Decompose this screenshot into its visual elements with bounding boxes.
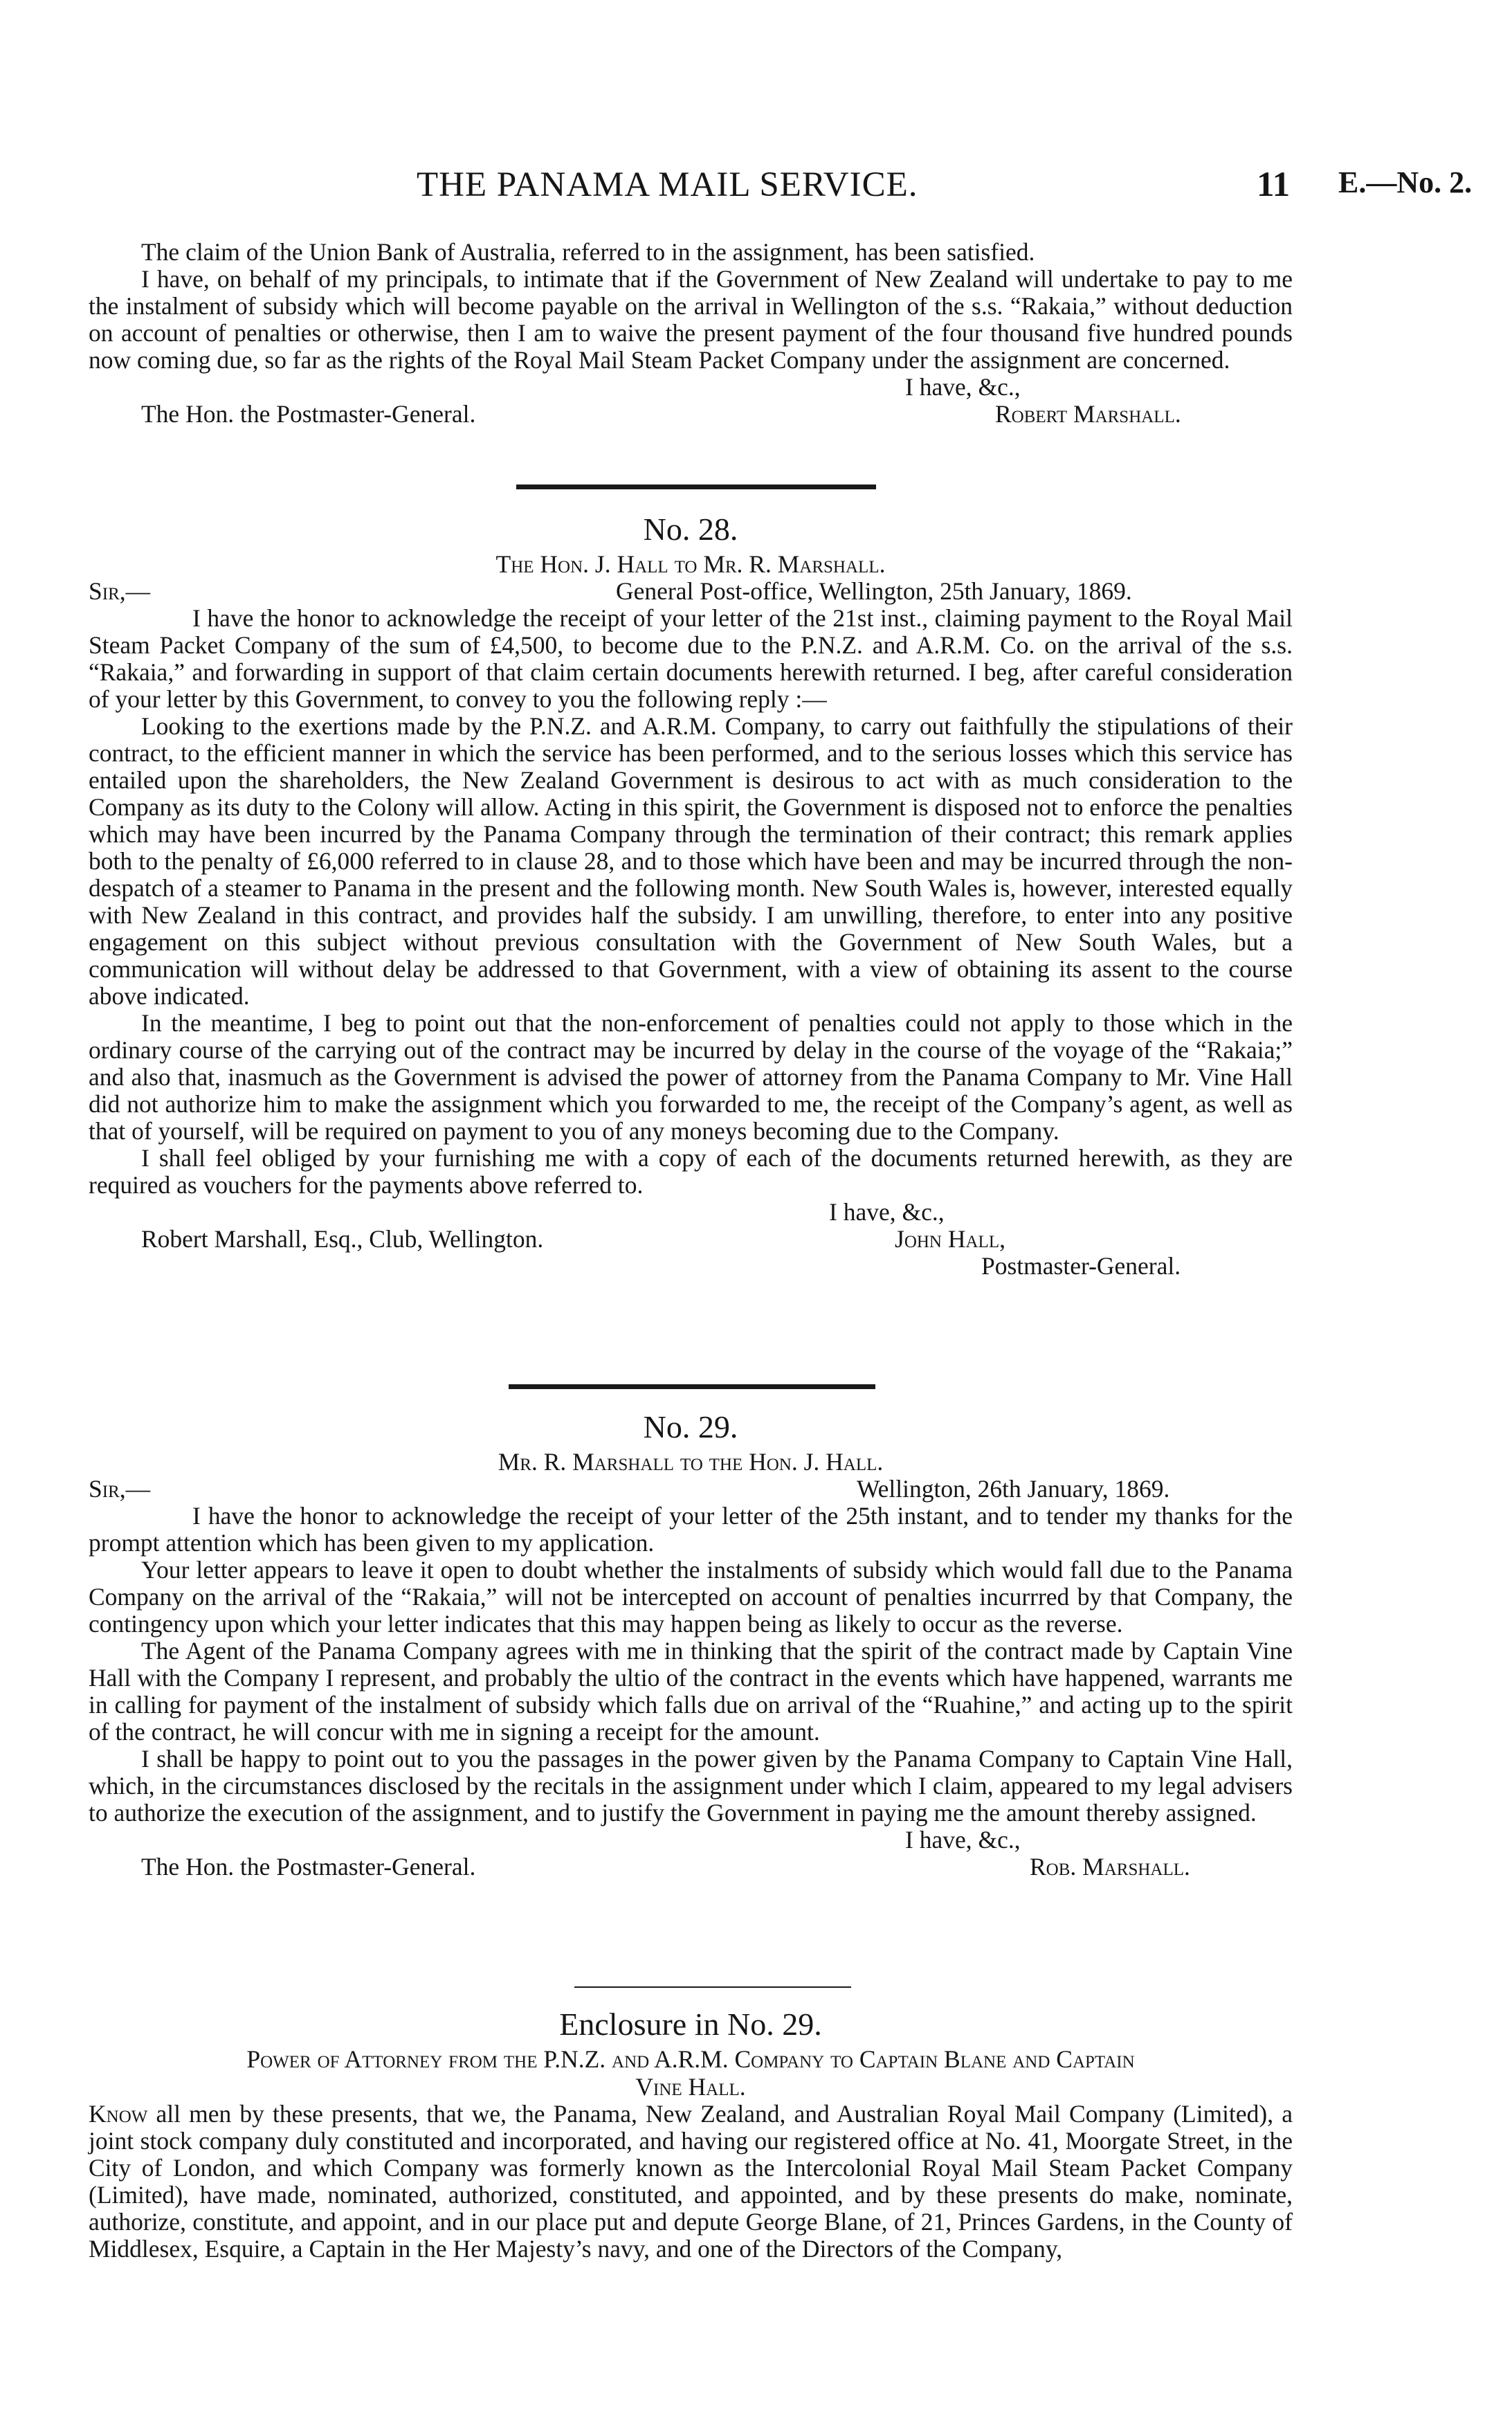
- paragraph: I have the honor to acknowledge the receipt of your letter of the 21st inst., claiming payment to the Royal Mail Steam Packet Company of the sum of £4,500, to become due to the P.N.Z. and A.R.M. Co. on the arrival of the s.s. “Rakaia,” and forwarding in support of that claim certain documents herewith returned. I beg, after careful consideration of your letter by this Government, to convey to you the following reply :—: [89, 604, 1293, 713]
- salutation: Sir,—: [89, 577, 151, 605]
- dateline: Wellington, 26th January, 1869.: [857, 1475, 1170, 1503]
- enclosure-title-line-1: Power of Attorney from the P.N.Z. and A.R.M. Company to Captain Blane and Captain: [246, 2045, 1135, 2073]
- closing-row: [89, 374, 1293, 401]
- paragraph: Looking to the exertions made by the P.N.Z. and A.R.M. Company, to carry out faithfully the stipulations of their contract, to the efficient manner in which the service has been performed, and to the serious losses which this service has entailed upon the shareholders, the New Zealand Government is desirous to act with as much consideration to the Company as its duty to the Colony will allow. Acting in this spirit, the Government is disposed not to enforce the penalties which may have been incurred by the Panama Company through the termination of their contract; this remark applies both to the penalty of £6,000 referred to in clause 28, and to those which have been and may be incurred through the non-despatch of a steamer to Panama in the present and the following month. New South Wales is, however, interested equally with New Zealand in this contract, and provides half the subsidy. I am unwilling, therefore, to enter into any positive engagement on this subject without previous consultation with the Government of New South Wales, but a communication will without delay be addressed to that Government, with a view of obtaining its assent to the course above indicated.: [89, 712, 1293, 1010]
- section-divider: [509, 1384, 875, 1389]
- section-divider: [516, 484, 876, 489]
- enclosure-heading: Enclosure in No. 29.: [559, 2006, 822, 2042]
- closing-row: [89, 1827, 1293, 1854]
- salutation-row: [89, 578, 1293, 605]
- closing-row: [89, 1199, 1293, 1226]
- enclosure-body-text: all men by these presents, that we, the Panama, New Zealand, and Australian Royal Mail Company (Limited), a joint stock company duly constituted and incorporated, and having our registered office at No. 41, Moorgate Street, in the City of London, and which Company was formerly known as the Intercolonial Royal Mail Steam Packet Company (Limited), have made, nominated, authorized, constituted, and appointed, and by these presents do make, nominate, authorize, constitute, and appoint, and in our place put and depute George Blane, of 21, Princes Gardens, in the County of Middlesex, Esquire, a Captain in the Her Majesty’s navy, and one of the Directors of the Company,: [89, 2100, 1293, 2263]
- addressee: Robert Marshall, Esq., Club, Wellington.: [141, 1225, 544, 1253]
- page-header: [0, 165, 1512, 213]
- paragraph: I shall feel obliged by your furnishing me with a copy of each of the documents returned herewith, as they are required as vouchers for the payments above referred to.: [89, 1144, 1293, 1199]
- signature: John Hall,: [895, 1225, 1005, 1253]
- signature-row: [89, 401, 1293, 428]
- signature: Rob. Marshall.: [1030, 1853, 1190, 1881]
- addressee: The Hon. the Postmaster-General.: [141, 400, 476, 428]
- paper-code: E.—No. 2.: [1338, 165, 1473, 199]
- letter-number: No. 28.: [643, 511, 738, 547]
- paragraph: Your letter appears to leave it open to doubt whether the instalments of subsidy which would fall due to the Panama Company on the arrival of the “Rakaia,” will not be intercepted on account of penalties incurrred by that Company, the contingency upon which your letter indicates that this may happen being as likely to occur as the reverse.: [89, 1556, 1293, 1638]
- paragraph: I have the honor to acknowledge the receipt of your letter of the 25th instant, and to tender my thanks for the prompt attention which has been given to my application.: [89, 1502, 1293, 1557]
- letter-number: No. 29.: [643, 1409, 738, 1444]
- paragraph: I have, on behalf of my principals, to intimate that if the Government of New Zealand will undertake to pay to me the instalment of subsidy which will become payable on the arrival in Wellington of the s.s. “Rakaia,” without deduction on account of penalties or otherwise, then I am to waive the present payment of the four thousand five hundred pounds now coming due, so far as the rights of the Royal Mail Steam Packet Company under the assignment are concerned.: [89, 265, 1293, 374]
- closing: I have, &c.,: [905, 1826, 1021, 1854]
- signature-row: [89, 1854, 1293, 1881]
- paragraph: The claim of the Union Bank of Australia, referred to in the assignment, has been satisfied.: [141, 238, 1035, 266]
- running-title: THE PANAMA MAIL SERVICE.: [417, 165, 918, 204]
- letter-no-28: [89, 509, 1293, 1280]
- enclosure-body: [89, 2101, 1293, 2263]
- enclosure-title-line-2: Vine Hall.: [635, 2073, 746, 2101]
- section-divider: [574, 1986, 851, 1988]
- enclosure: [89, 2004, 1293, 2263]
- letter-continuation: [89, 239, 1293, 428]
- paragraph: I shall be happy to point out to you the passages in the power given by the Panama Company to Captain Vine Hall, which, in the circumstances disclosed by the recitals in the assignment under which I claim, appeared to my legal advisers to authorize the execution of the assignment, and to justify the Government in paying me the amount thereby assigned.: [89, 1745, 1293, 1827]
- closing: I have, &c.,: [905, 373, 1021, 401]
- salutation-row: [89, 1476, 1293, 1503]
- paragraph: The Agent of the Panama Company agrees with me in thinking that the spirit of the contract made by Captain Vine Hall with the Company I represent, and probably the ultio of the contract in the events which have happened, warrants me in calling for payment of the instalment of subsidy which falls due on arrival of the “Ruahine,” and acting up to the spirit of the contract, he will concur with me in signing a receipt for the amount.: [89, 1637, 1293, 1746]
- letter-from-to: The Hon. J. Hall to Mr. R. Marshall.: [495, 550, 886, 578]
- signature-row: [89, 1226, 1293, 1253]
- page-number: 11: [1257, 165, 1291, 204]
- letter-no-29: [89, 1406, 1293, 1881]
- signature-title-row: [89, 1253, 1293, 1280]
- letter-from-to: Mr. R. Marshall to the Hon. J. Hall.: [498, 1448, 884, 1476]
- dateline: General Post-office, Wellington, 25th January, 1869.: [616, 577, 1132, 605]
- closing: I have, &c.,: [829, 1198, 945, 1226]
- salutation: Sir,—: [89, 1475, 151, 1503]
- signature: Robert Marshall.: [995, 400, 1181, 428]
- enclosure-lead-word: Know: [89, 2100, 148, 2128]
- paragraph: In the meantime, I beg to point out that the non-enforcement of penalties could not apply to those which in the ordinary course of the carrying out of the contract may be incurred by delay in the course of the voyage of the “Rakaia;” and also that, inasmuch as the Government is advised the power of attorney from the Panama Company to Mr. Vine Hall did not authorize him to make the assignment which you forwarded to me, the receipt of the Company’s agent, as well as that of yourself, will be required on payment to you of any moneys becoming due to the Company.: [89, 1009, 1293, 1145]
- addressee: The Hon. the Postmaster-General.: [141, 1853, 476, 1881]
- signature-title: Postmaster-General.: [981, 1252, 1181, 1280]
